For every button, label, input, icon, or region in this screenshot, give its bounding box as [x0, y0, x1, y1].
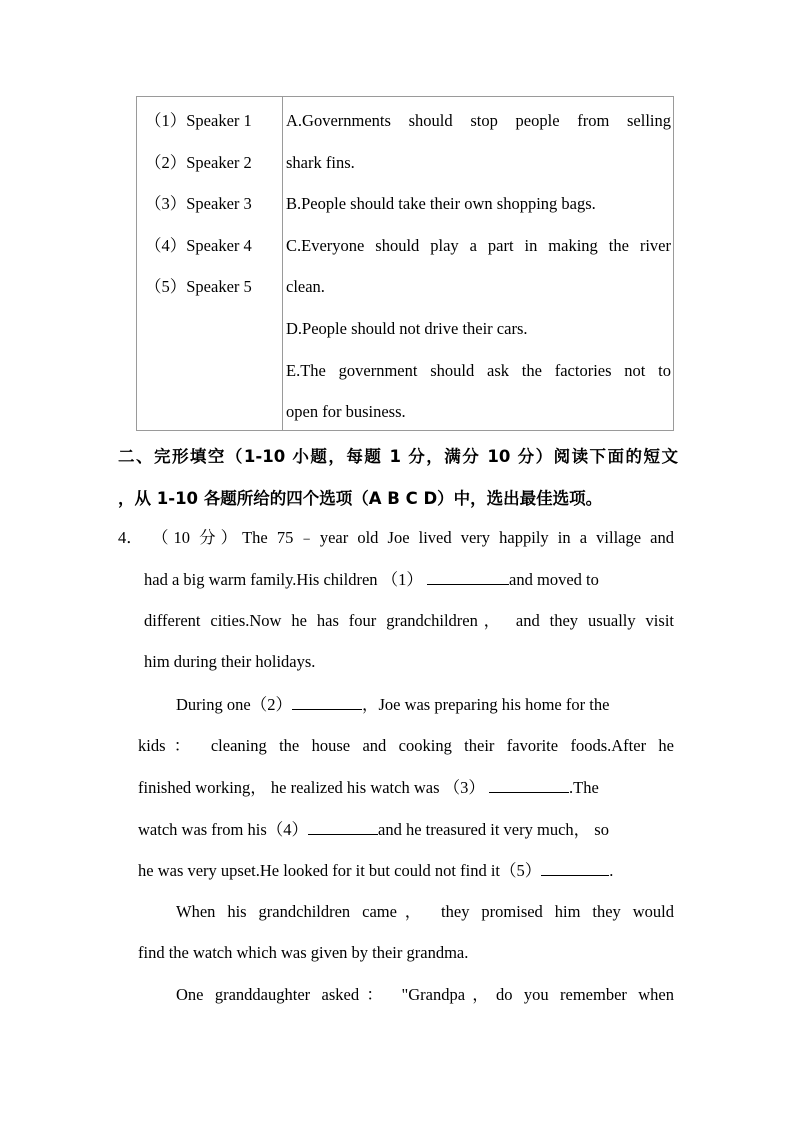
- passage-text: he was very upset.He looked for it but could not find it（5）: [138, 861, 542, 880]
- passage-line: One granddaughter asked： "Grandpa，do you remember when: [176, 985, 674, 1004]
- option-line: E.The government should ask the factories not to: [286, 360, 671, 380]
- passage-text: and he treasured it very much， so: [378, 820, 609, 839]
- speaker-item: （1）Speaker 1: [145, 111, 252, 130]
- passage-text: watch was from his（4）: [138, 820, 309, 839]
- speaker-item: （3）Speaker 3: [145, 194, 252, 214]
- option-column: [283, 97, 673, 430]
- passage-text: ，Joe was preparing his home for the: [361, 695, 610, 714]
- section-heading-continued: ，从 1-10 各题所给的四个选项（A B C D）中，选出最佳选项。: [118, 489, 603, 508]
- speaker-item: （4）Speaker 4: [145, 235, 252, 255]
- passage-text: .: [609, 861, 614, 880]
- passage-line: kids： cleaning the house and cooking their favorite foods.After he: [138, 736, 674, 755]
- question-number: [118, 527, 143, 549]
- answer-blank-5[interactable]: [541, 859, 609, 876]
- passage-line: [138, 859, 674, 881]
- section-heading: 二、完形填空（1-10 小题，每题 1 分，满分 10 分）阅读下面的短文: [118, 447, 678, 466]
- passage-text: finished working， he realized his watch was （3）: [138, 778, 485, 797]
- speaker-item: （5）Speaker 5: [145, 277, 252, 297]
- answer-blank-1[interactable]: [427, 568, 509, 585]
- option-line: shark fins.: [286, 152, 355, 172]
- option-line: clean.: [286, 277, 325, 297]
- option-line: C.Everyone should play a part in making the river: [286, 235, 671, 255]
- option-line: B.People should take their own shopping bags.: [286, 194, 596, 214]
- question-points: （10 分）: [152, 528, 243, 547]
- passage-text: and moved to: [509, 570, 599, 589]
- passage-line: him during their holidays.: [144, 652, 316, 671]
- passage-line: [152, 527, 674, 549]
- passage-line: [176, 693, 674, 715]
- passage-text: During one（2）: [176, 695, 292, 714]
- passage-line: different cities.Now he has four grandchildren， and they usually visit: [144, 611, 674, 630]
- option-line: open for business.: [286, 402, 406, 422]
- answer-blank-2[interactable]: [292, 693, 362, 710]
- passage-line: find the watch which was given by their grandma.: [138, 943, 469, 962]
- option-line: A.Governments should stop people from selling: [286, 111, 671, 130]
- answer-blank-3[interactable]: [489, 776, 569, 793]
- option-line: D.People should not drive their cars.: [286, 318, 528, 338]
- speaker-item: （2）Speaker 2: [145, 152, 252, 172]
- answer-blank-4[interactable]: [308, 818, 378, 835]
- speaker-column: [137, 97, 283, 430]
- passage-text: had a big warm family.His children （1）: [144, 570, 423, 589]
- passage-text: .The: [569, 778, 599, 797]
- passage-line: When his grandchildren came， they promised him they would: [176, 902, 674, 921]
- question-number-label: 4．: [118, 528, 143, 547]
- passage-line: [144, 568, 674, 590]
- passage-line: [138, 818, 674, 840]
- passage-text: The 75﹣year old Joe lived very happily in a village and: [242, 528, 674, 547]
- matching-table: [136, 96, 674, 431]
- passage-line: [138, 776, 674, 798]
